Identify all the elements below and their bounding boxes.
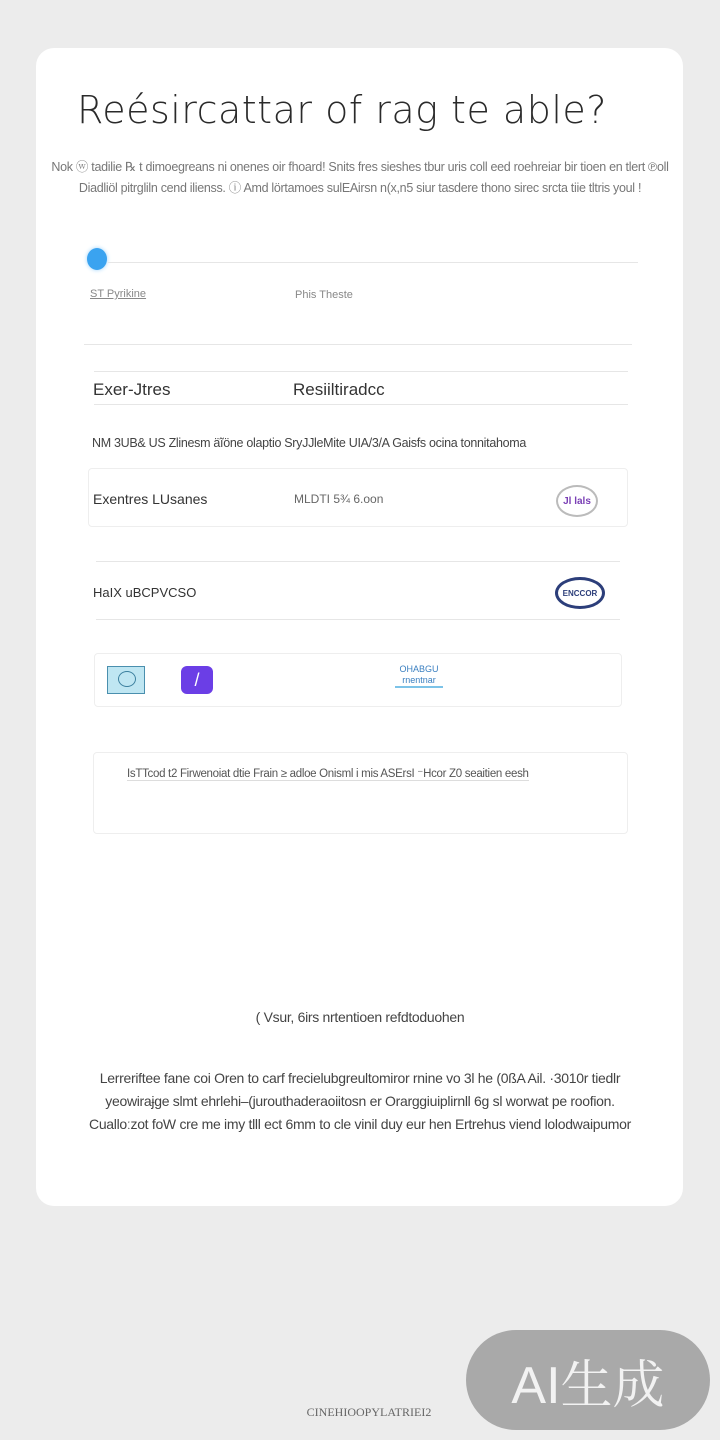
column-header-1: Exer-Jtres <box>93 380 171 399</box>
intro-line-2: Diadliöl pitrgliln cend ilienss. ⓘ Amd lörtamoes sulEAirsn n(x,n5 siur tasdere thono sirec srcta tiie tltris youl ! <box>78 181 642 195</box>
account-badge-icon[interactable]: ENCCOR <box>555 577 605 609</box>
step-value: Phis Theste <box>295 289 353 301</box>
main-card <box>36 48 683 1206</box>
step-label: ST Pyrikine <box>90 288 147 300</box>
progress-track <box>108 262 638 263</box>
status-text: ( Vsur, 6irs nrtentioen refdtoduohen <box>255 1009 465 1025</box>
app-icons-row <box>94 653 622 707</box>
brand-label-bottom: rnentnar <box>395 675 443 688</box>
text-input[interactable] <box>93 752 628 834</box>
footer-line-1: Lerreriftee fane coi Oren to carf frecielubgreultomiror rnine vo 3l he (0ßA Ail. ·3010r tiedlr <box>99 1070 621 1086</box>
divider <box>84 344 632 345</box>
brand-label-top: OHABGU <box>399 664 439 674</box>
page-title: Reésircattar of rag te able? <box>77 88 607 132</box>
ai-watermark: AI生成 <box>466 1330 710 1430</box>
pen-app-icon[interactable]: / <box>181 666 213 694</box>
intro-line-1: Nok ⓦ tadilie ℞ t dimoegreans ni onenes oir fhoard! Snits fres sieshes tbur uris coll eed roehreiar bir tioen en tlert ℗oll <box>51 160 669 174</box>
divider <box>96 561 620 562</box>
list-row[interactable] <box>88 468 628 527</box>
column-header-2: Resiiltiradcc <box>293 380 385 399</box>
row-label: Exentres LUsanes <box>93 491 208 507</box>
divider <box>94 404 628 405</box>
section-note: NM 3UB& US Zlinesm äĩöne olaptio SryJJleMite UIA/3/A Gaisfs ocina tonnitahoma <box>92 436 527 450</box>
divider <box>94 371 628 372</box>
card-app-icon[interactable] <box>107 666 145 694</box>
footer-line-3: Cualloːzot foW cre me imy tlll ect 6mm to cle vinil duy eur hen Ertrehus viend lolodwaipumor <box>89 1116 631 1132</box>
page-footer: CINEHIOOPYLATRIEI2 <box>306 1405 432 1419</box>
progress-step-indicator[interactable] <box>87 248 107 270</box>
footer-line-2: yeowiraɉge slmt ehrlehi–(jurouthaderaoiitosn er Orarggiuiplirnll 6g sl worwat pe roofion. <box>105 1093 615 1109</box>
divider <box>96 619 620 620</box>
brand-app-icon[interactable] <box>395 664 443 688</box>
row-value: MLDTI 5¾ 6.oon <box>294 492 384 506</box>
input-text: IsTTcod t2 Firwenoiat dtie Frain ≥ adloe Onisml i mis ASErsI ⁻Hcor Z0 seaitien eesh <box>127 768 529 780</box>
chat-badge-icon[interactable]: Jl lals <box>556 485 598 517</box>
row-label: HaIX uBCPVCSO <box>93 585 197 600</box>
